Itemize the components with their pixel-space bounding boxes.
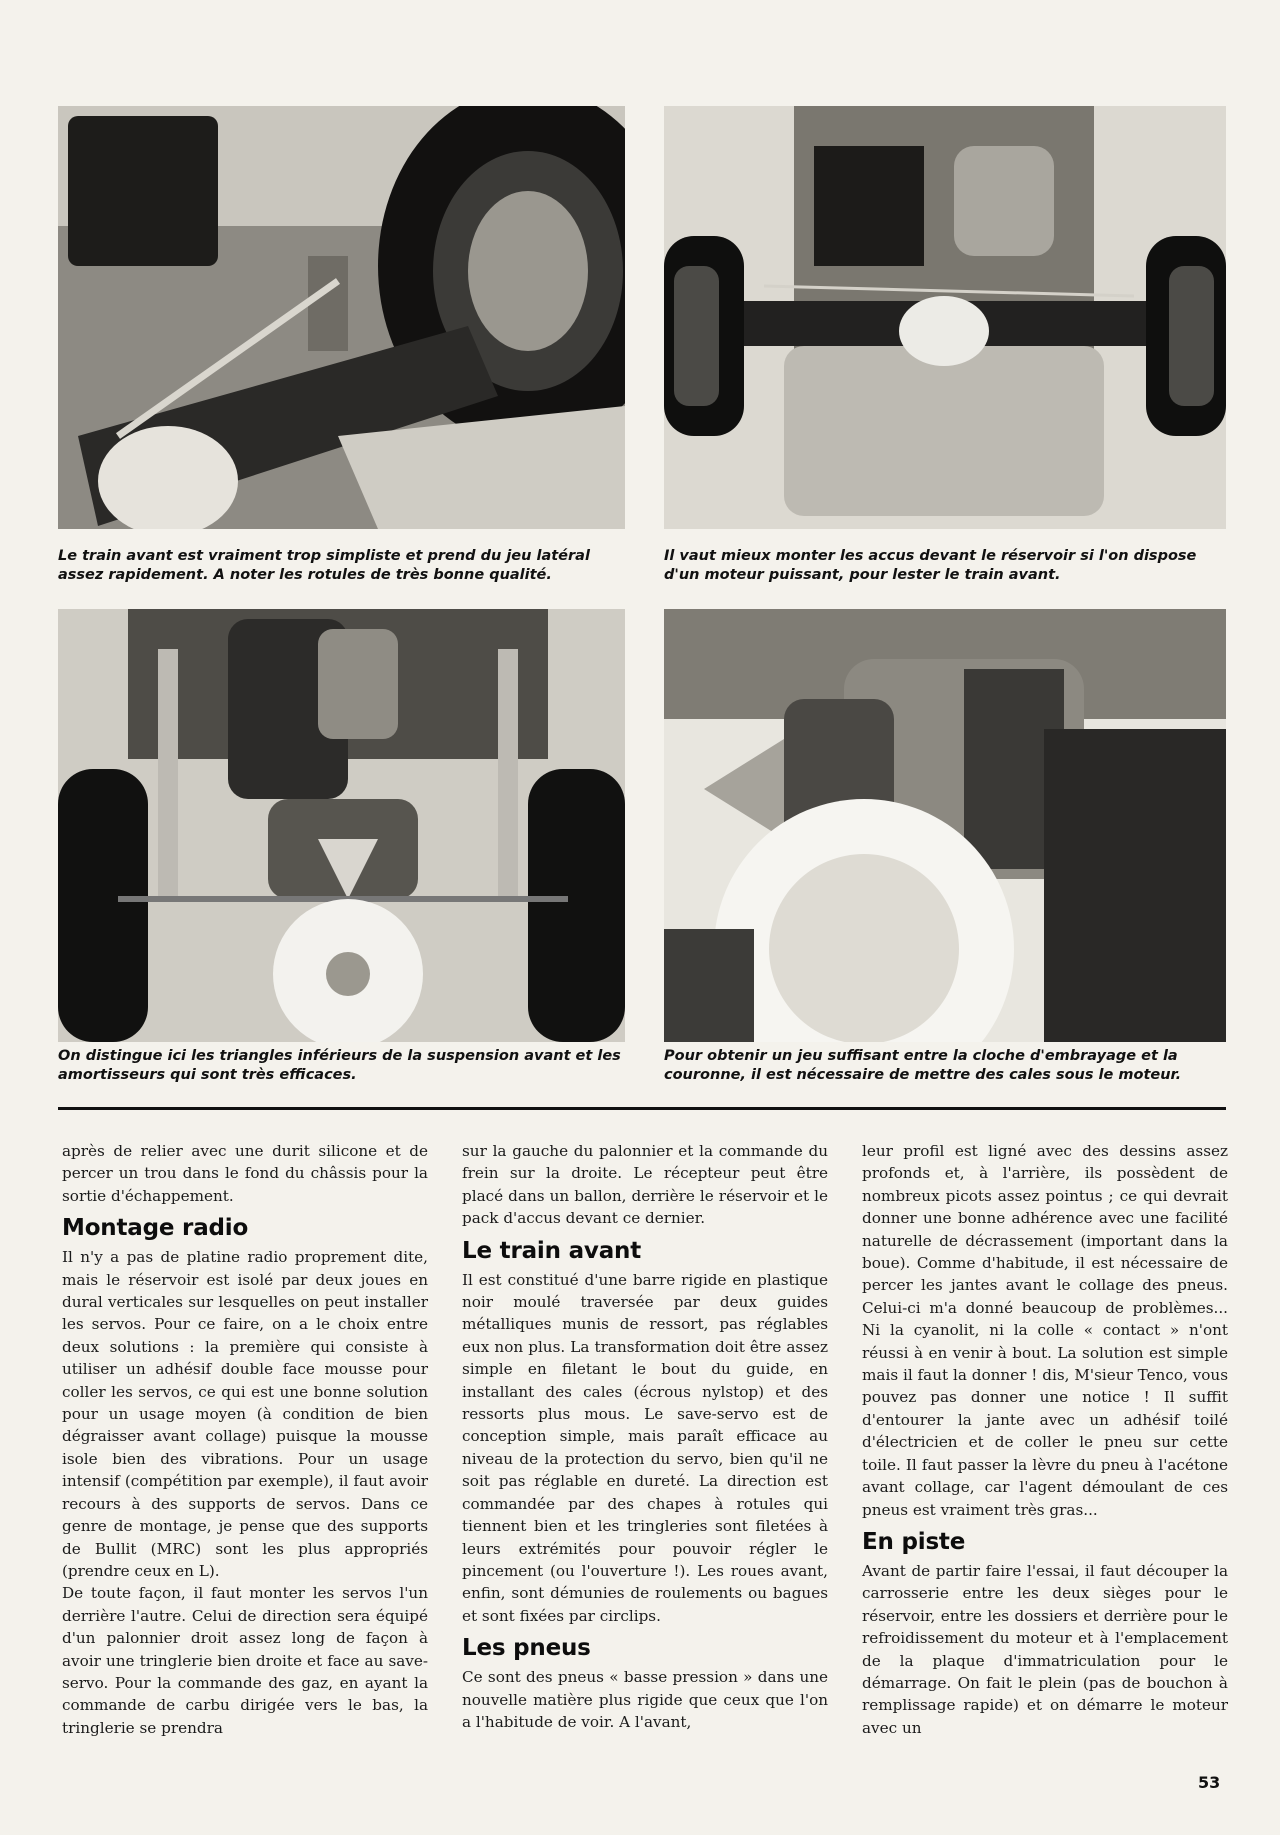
photo-clutch-gear-caption: Pour obtenir un jeu suffisant entre la cloche d'embrayage et la couronne, il est nécessaire de mettre des cales sous le moteur. [664,1048,1182,1083]
paragraph: leur profil est ligné avec des dessins assez profonds et, à l'arrière, ils possèdent de nombreux picots assez pointus ; ce qui devrait donner une bonne adhérence avec une facilité naturelle de décrassement (important dans la boue). Comme d'habitude, il est nécessaire de percer les jantes avant le collage des pneus. Celui-ci m'a donné beaucoup de problèmes... Ni la cyanolit, ni la colle « contact » n'ont réussi à en venir à bout. La solution est simple mais il faut la donner ! dis, M'sieur Tenco, vous pouvez pas donner une notice ! Il suffit d'entourer la jante avec un adhésif toilé d'électricien et de coller le pneu sur cette toile. Il faut passer la lèvre du pneu à l'acétone avant collage, car l'agent démoulant de ces pneus est vraiment très gras... [862,1142,1228,1519]
heading-montage-radio: Montage radio [62,1215,249,1242]
article-column-3 [862,1140,1228,1739]
article-column-2 [462,1140,828,1733]
article-column-1 [62,1140,428,1739]
photo-chassis-top-caption: Il vaut mieux monter les accus devant le réservoir si l'on dispose d'un moteur puissant, pour lester le train avant. [664,548,1197,583]
paragraph: Il est constitué d'une barre rigide en plastique noir moulé traversée par deux guides métalliques munis de ressort, pas réglables eux non plus. La transformation doit être assez simple en filetant le bout du guide, en installant des cales (écrous nylstop) et des ressorts plus mous. Le save-servo est de conception simple, mais paraît efficace au niveau de la protection du servo, bien qu'il ne soit pas réglable en dureté. La direction est commandée par des chapes à rotules qui tiennent bien et les tringleries sont filetées à leurs extrémités pour pouvoir régler le pincement (ou l'ouverture !). Les roues avant, enfin, sont démunies de roulements ou bagues et sont fixées par circlips. [462,1270,828,1625]
photo-rear-suspension-caption: On distingue ici les triangles inférieurs de la suspension avant et les amortisseurs qui sont très efficaces. [58,1048,621,1083]
paragraph: après de relier avec une durit silicone et de percer un trou dans le fond du châssis pour la sortie d'échappement. [62,1142,428,1205]
paragraph: Avant de partir faire l'essai, il faut découper la carrosserie entre les deux sièges pour le réservoir, entre les dossiers et derrière pour le refroidissement du moteur et à l'emplacement de la plaque d'immatriculation pour le démarrage. On fait le plein (pas de bouchon à remplissage rapide) et on démarre le moteur avec un [862,1561,1228,1737]
heading-le-train-avant: Le train avant [462,1237,641,1264]
page-number: 53 [1198,1773,1221,1792]
photo-front-axle [58,106,625,529]
paragraph: sur la gauche du palonnier et la commande du frein sur la droite. Le récepteur peut être placé dans un ballon, derrière le réservoir et le pack d'accus devant ce dernier. [462,1142,828,1228]
photo-front-axle-caption: Le train avant est vraiment trop simpliste et prend du jeu latéral assez rapidement. A noter les rotules de très bonne qualité. [58,548,590,583]
paragraph: Ce sont des pneus « basse pression » dans une nouvelle matière plus rigide que ceux que l'on a l'habitude de voir. A l'avant, [462,1668,828,1731]
heading-en-piste: En piste [862,1528,966,1555]
photo-rear-suspension [58,609,625,1042]
paragraph: De toute façon, il faut monter les servos l'un derrière l'autre. Celui de direction sera équipé d'un palonnier droit assez long de façon à avoir une tringlerie bien droite et face au save-servo. Pour la commande des gaz, en ayant la commande de carbu dirigée vers le bas, la tringlerie se prendra [62,1584,428,1737]
photo-chassis-top [664,106,1226,529]
paragraph: Il n'y a pas de platine radio proprement dite, mais le réservoir est isolé par deux joues en dural verticales sur lesquelles on peut installer les servos. Pour ce faire, on a le choix entre deux solutions : la première qui consiste à utiliser un adhésif double face mousse pour coller les servos, ce qui est une bonne solution pour un usage moyen (à condition de bien dégraisser avant collage) puisque la mousse isole bien des vibrations. Pour un usage intensif (compétition par exemple), il faut avoir recours à des supports de servos. Dans ce genre de montage, je pense que des supports de Bullit (MRC) sont les plus appropriés (prendre ceux en L). [62,1248,428,1580]
heading-les-pneus: Les pneus [462,1635,591,1662]
photo-clutch-gear [664,609,1226,1042]
section-divider [58,1107,1226,1110]
